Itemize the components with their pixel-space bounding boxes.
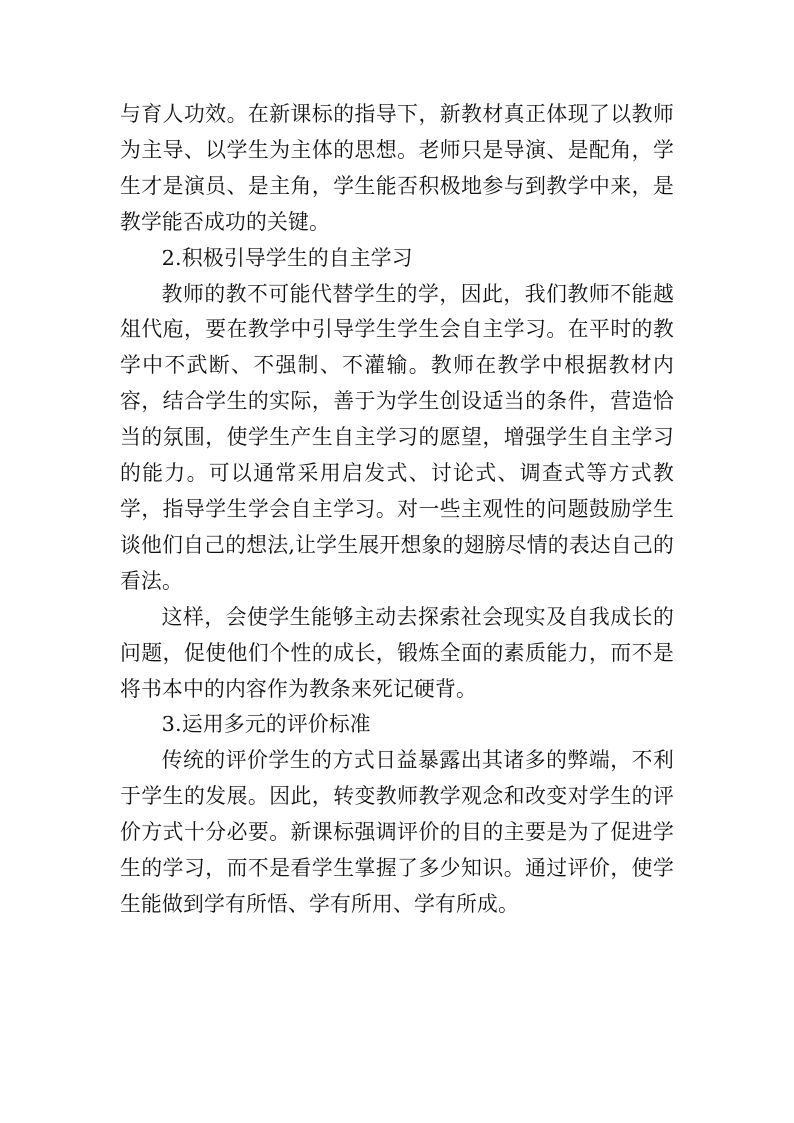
paragraph-self-learning: 教师的教不可能代替学生的学，因此，我们教师不能越俎代庖，要在教学中引导学生学生会自主学习。在平时的教学中不武断、不强制、不灌输。教师在教学中根据教材内容，结合学生的实际，善于为学生创设适当的条件，营造恰当的氛围，使学生产生自主学习的愿望，增强学生自主学习的能力。可以通常采用启发式、讨论式、调查式等方式教学，指导学生学会自主学习。对一些主观性的问题鼓励学生谈他们自己的想法,让学生展开想象的翅膀尽情的表达自己的看法。 bbox=[120, 281, 674, 593]
section-heading-2: 2.积极引导学生的自主学习 bbox=[161, 245, 413, 270]
section-heading-3: 3.运用多元的评价标准 bbox=[161, 712, 371, 737]
paragraph-outcome: 这样，会使学生能够主动去探索社会现实及自我成长的问题，促使他们个性的成长，锻炼全面的素质能力，而不是将书本中的内容作为教条来死记硬背。 bbox=[120, 604, 674, 701]
paragraph-evaluation: 传统的评价学生的方式日益暴露出其诸多的弊端，不利于学生的发展。因此，转变教师教学观念和改变对学生的评价方式十分必要。新课标强调评价的目的主要是为了促进学生的学习，而不是看学生掌握了多少知识。通过评价，使学生能做到学有所悟、学有所用、学有所成。 bbox=[120, 748, 674, 916]
document-page bbox=[120, 97, 674, 923]
paragraph-continuation: 与育人功效。在新课标的指导下，新教材真正体现了以教师为主导、以学生为主体的思想。老师只是导演、是配角，学生才是演员、是主角，学生能否积极地参与到教学中来，是教学能否成功的关键。 bbox=[120, 102, 674, 234]
